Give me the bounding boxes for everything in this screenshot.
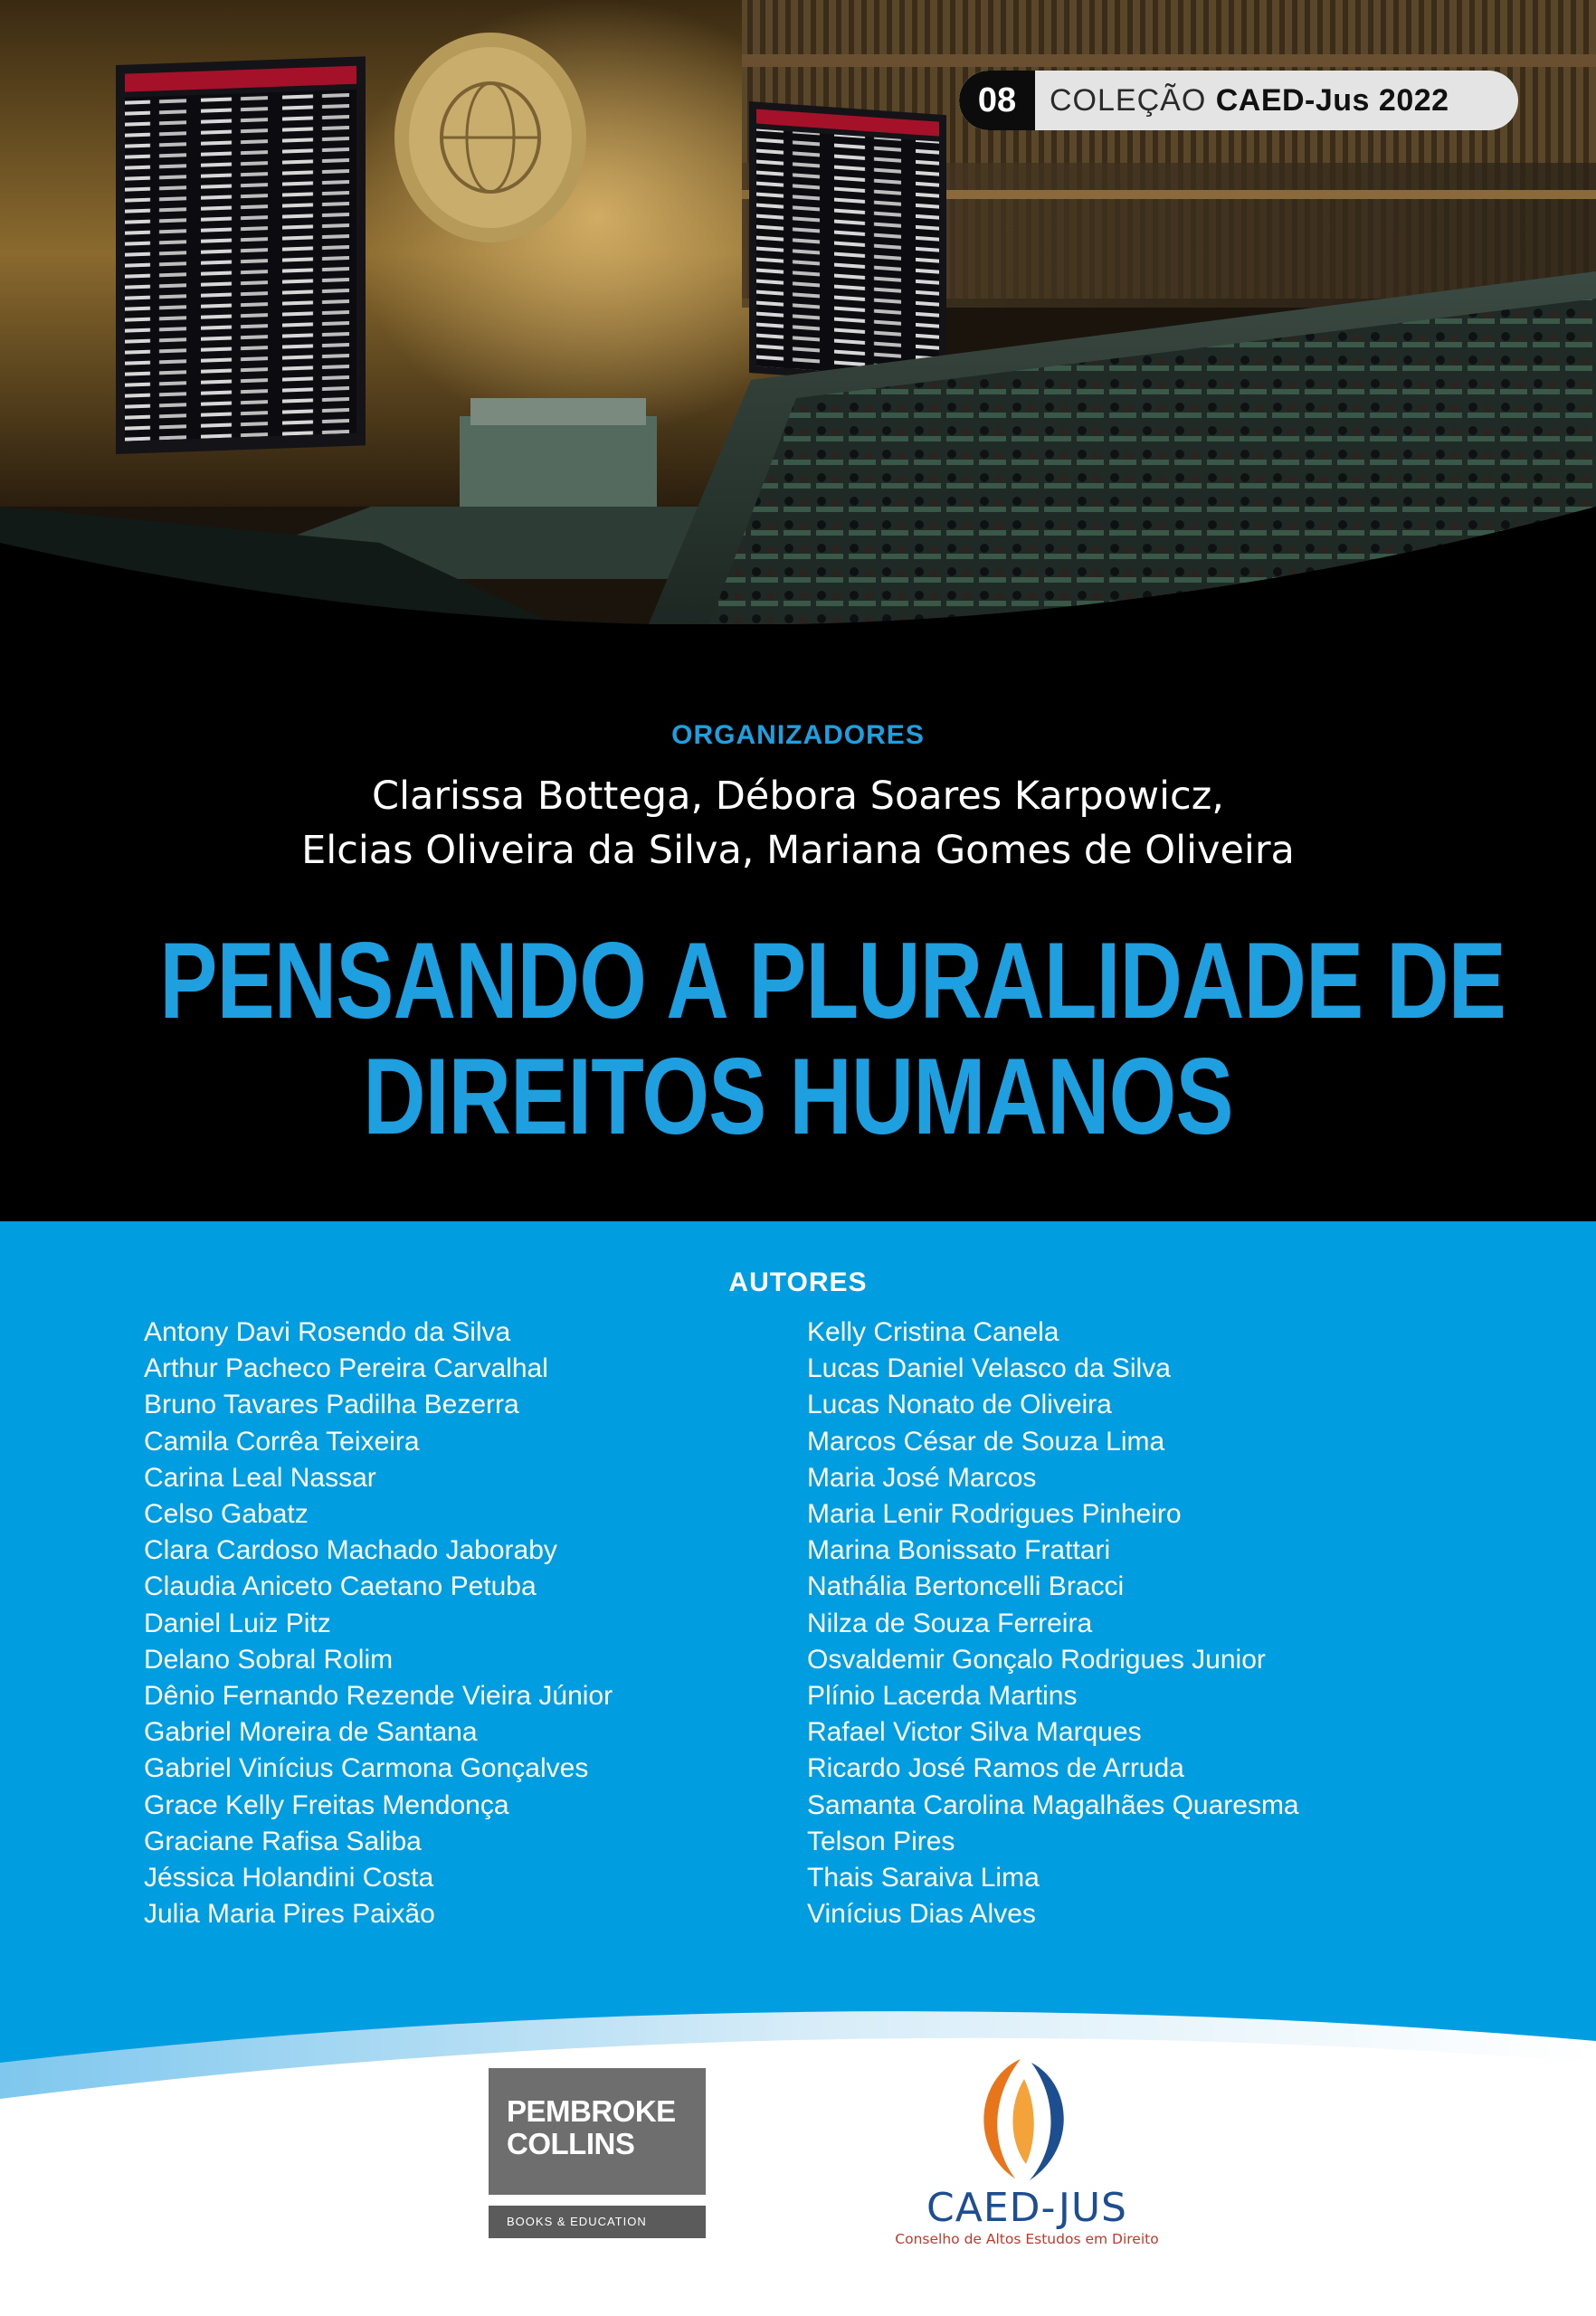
- pembroke-name: [507, 2095, 676, 2160]
- pembroke-subtitle-bar: [489, 2206, 706, 2238]
- book-title-line-2: DIREITOS HUMANOS: [363, 1036, 1233, 1157]
- author-name: Dênio Fernando Rezende Vieira Júnior: [144, 1681, 613, 1712]
- author-name: Nathália Bertoncelli Bracci: [807, 1571, 1125, 1602]
- organizers-line-2: Elcias Oliveira da Silva, Mariana Gomes de Oliveira: [301, 828, 1295, 873]
- author-name: Gabriel Vinícius Carmona Gonçalves: [144, 1753, 589, 1784]
- collection-name: CAED-Jus 2022: [1215, 83, 1449, 118]
- collection-number: 08: [959, 71, 1035, 130]
- organizers-line-1: Clarissa Bottega, Débora Soares Karpowicz,: [372, 774, 1224, 819]
- book-title-line-1: PENSANDO A PLURALIDADE DE: [159, 920, 1506, 1041]
- author-name: Delano Sobral Rolim: [144, 1644, 394, 1675]
- author-name: Maria José Marcos: [807, 1462, 1037, 1493]
- author-name: Kelly Cristina Canela: [807, 1317, 1059, 1347]
- collection-prefix: COLEÇÃO: [1050, 83, 1207, 118]
- author-name: Osvaldemir Gonçalo Rodrigues Junior: [807, 1644, 1266, 1675]
- author-name: Lucas Daniel Velasco da Silva: [807, 1353, 1171, 1384]
- caed-name: CAED-JUS: [926, 2185, 1127, 2231]
- author-name: Grace Kelly Freitas Mendonça: [144, 1789, 509, 1820]
- pembroke-collins-logo: [489, 2068, 706, 2238]
- collection-label: [1050, 71, 1449, 130]
- author-name: Jéssica Holandini Costa: [144, 1863, 434, 1894]
- author-name: Arthur Pacheco Pereira Carvalhal: [144, 1353, 548, 1384]
- author-name: Celso Gabatz: [144, 1499, 309, 1530]
- author-name: Vinícius Dias Alves: [807, 1899, 1036, 1930]
- bottom-wave: [0, 1954, 1596, 2316]
- caed-subtitle: Conselho de Altos Estudos em Direito: [895, 2231, 1159, 2247]
- author-name: Antony Davi Rosendo da Silva: [144, 1317, 511, 1347]
- author-name: Julia Maria Pires Paixão: [144, 1899, 435, 1930]
- author-name: Plínio Lacerda Martins: [807, 1681, 1078, 1712]
- authors-left-column: [144, 1315, 613, 1932]
- author-name: Ricardo José Ramos de Arruda: [807, 1753, 1184, 1784]
- author-name: Marina Bonissato Frattari: [807, 1535, 1111, 1566]
- author-name: Gabriel Moreira de Santana: [144, 1717, 478, 1748]
- author-name: Carina Leal Nassar: [144, 1462, 376, 1493]
- authors-label: AUTORES: [728, 1267, 868, 1297]
- pembroke-subtitle: BOOKS & EDUCATION: [507, 2215, 647, 2228]
- author-name: Claudia Aniceto Caetano Petuba: [144, 1571, 537, 1602]
- author-name: Maria Lenir Rodrigues Pinheiro: [807, 1499, 1182, 1530]
- caed-jus-logo: [860, 2052, 1194, 2247]
- organizers-names: [0, 769, 1596, 878]
- author-name: Samanta Carolina Magalhães Quaresma: [807, 1789, 1299, 1820]
- collection-badge: [959, 71, 1518, 130]
- authors-right-column: [807, 1315, 1299, 1932]
- caed-swoosh-icon: [957, 2052, 1093, 2188]
- author-name: Nilza de Souza Ferreira: [807, 1608, 1093, 1638]
- pembroke-logo-box: [489, 2068, 706, 2195]
- organizers-label: ORGANIZADORES: [671, 720, 925, 750]
- author-name: Thais Saraiva Lima: [807, 1863, 1040, 1894]
- author-name: Marcos César de Souza Lima: [807, 1426, 1165, 1457]
- author-name: Telson Pires: [807, 1826, 955, 1856]
- author-name: Rafael Victor Silva Marques: [807, 1717, 1142, 1748]
- author-name: Graciane Rafisa Saliba: [144, 1826, 422, 1856]
- author-name: Lucas Nonato de Oliveira: [807, 1390, 1112, 1420]
- author-name: Bruno Tavares Padilha Bezerra: [144, 1390, 519, 1420]
- author-name: Daniel Luiz Pitz: [144, 1608, 331, 1638]
- pembroke-line-2: COLLINS: [507, 2127, 635, 2160]
- pembroke-line-1: PEMBROKE: [507, 2094, 676, 2128]
- author-name: Clara Cardoso Machado Jaboraby: [144, 1535, 557, 1566]
- book-title: [159, 920, 1506, 1157]
- author-name: Camila Corrêa Teixeira: [144, 1426, 420, 1457]
